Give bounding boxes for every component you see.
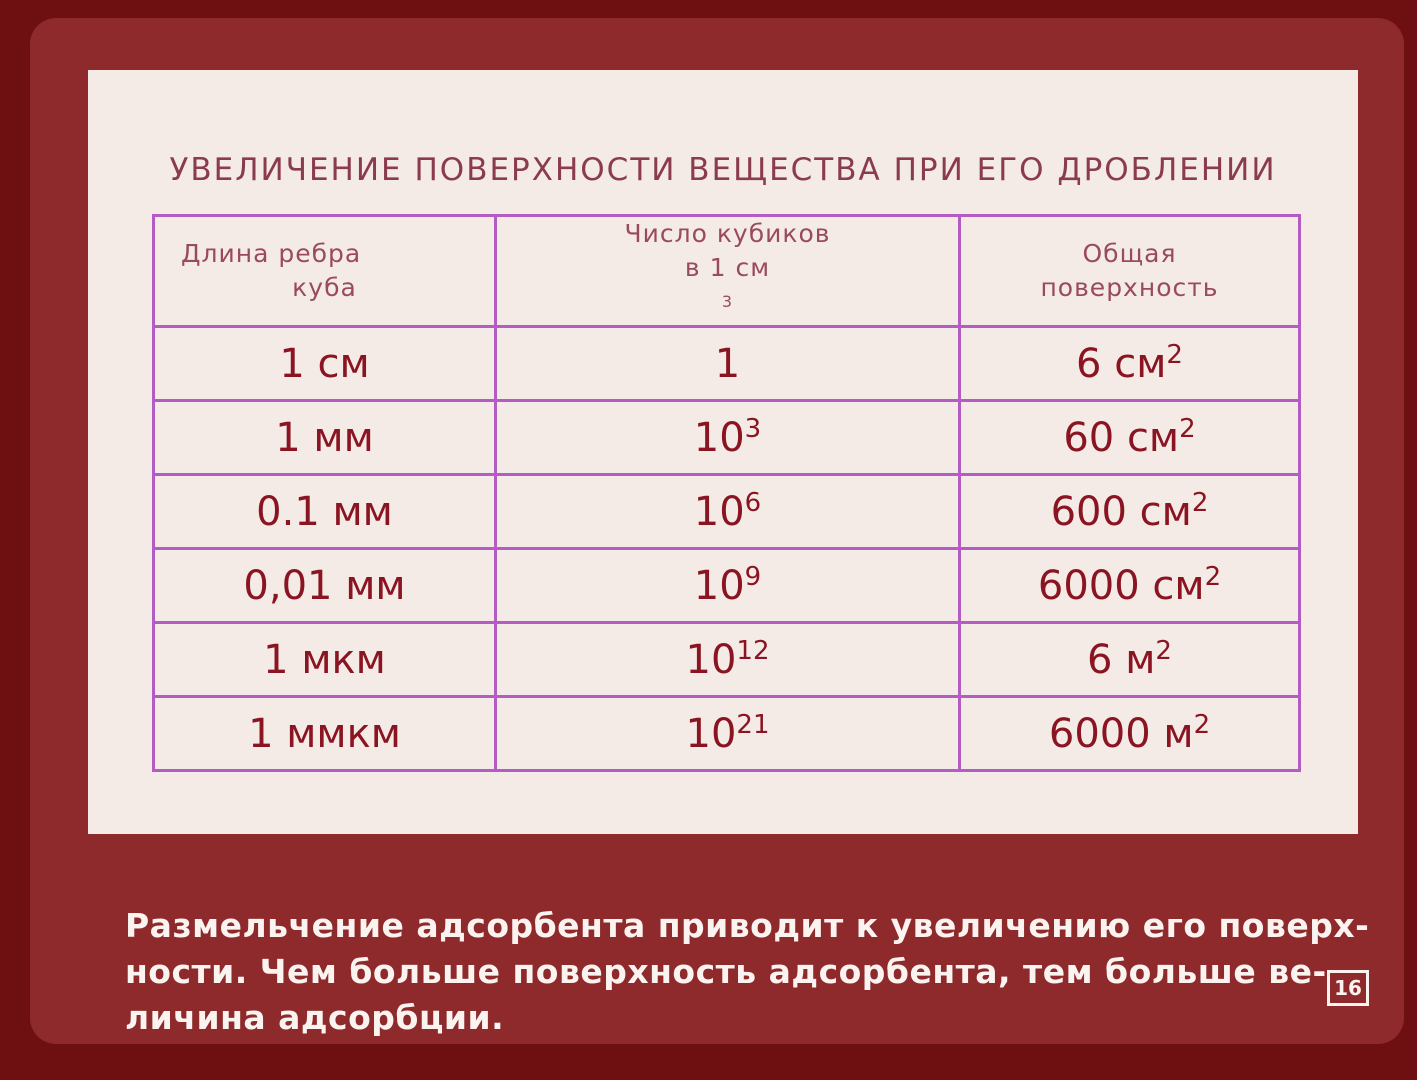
cell-total-surface: 6 $м^2$ — [960, 623, 1300, 697]
slide-caption — [125, 903, 1375, 1041]
cell-total-surface: 6 $см^2$ — [960, 327, 1300, 401]
cell-cube-count: 1 — [496, 327, 960, 401]
cell-cube-count: $10^{12}$ — [496, 623, 960, 697]
header-total-surface: Общая поверхность — [960, 216, 1300, 327]
cell-edge-length: 0,01 мм — [154, 549, 496, 623]
cell-cube-count: $10^3$ — [496, 401, 960, 475]
slide-background — [30, 18, 1404, 1044]
table-title: УВЕЛИЧЕНИЕ ПОВЕРХНОСТИ ВЕЩЕСТВА ПРИ ЕГО ДРОБЛЕНИИ — [169, 152, 1277, 188]
table-header-row — [154, 216, 1300, 327]
caption-line-2: ности. Чем больше поверхность адсорбента, тем больше ве- — [125, 952, 1327, 991]
header-edge-length: Длина ребра куба — [154, 216, 496, 327]
cell-total-surface: 6000 $см^2$ — [960, 549, 1300, 623]
caption-line-3: личина адсорбции. — [125, 998, 505, 1037]
cell-edge-length: 0.1 мм — [154, 475, 496, 549]
cell-total-surface: 600 $см^2$ — [960, 475, 1300, 549]
table-row — [154, 475, 1300, 549]
table-row — [154, 623, 1300, 697]
table-row — [154, 401, 1300, 475]
cell-edge-length: 1 ммкм — [154, 697, 496, 771]
cell-total-surface: 6000 $м^2$ — [960, 697, 1300, 771]
caption-line-1: Размельчение адсорбента приводит к увеличению его поверх- — [125, 906, 1370, 945]
cell-cube-count: $10^9$ — [496, 549, 960, 623]
header-cube-count: Число кубиков в 1 см $^3$ — [496, 216, 960, 327]
surface-table — [152, 214, 1301, 772]
table-row — [154, 327, 1300, 401]
page-number-badge: 16 — [1327, 970, 1369, 1006]
cell-cube-count: $10^{21}$ — [496, 697, 960, 771]
table-row — [154, 697, 1300, 771]
table-row — [154, 549, 1300, 623]
cell-edge-length: 1 см — [154, 327, 496, 401]
cell-edge-length: 1 мм — [154, 401, 496, 475]
cell-total-surface: 60 $см^2$ — [960, 401, 1300, 475]
cell-cube-count: $10^6$ — [496, 475, 960, 549]
cell-edge-length: 1 мкм — [154, 623, 496, 697]
table-card — [88, 70, 1358, 834]
